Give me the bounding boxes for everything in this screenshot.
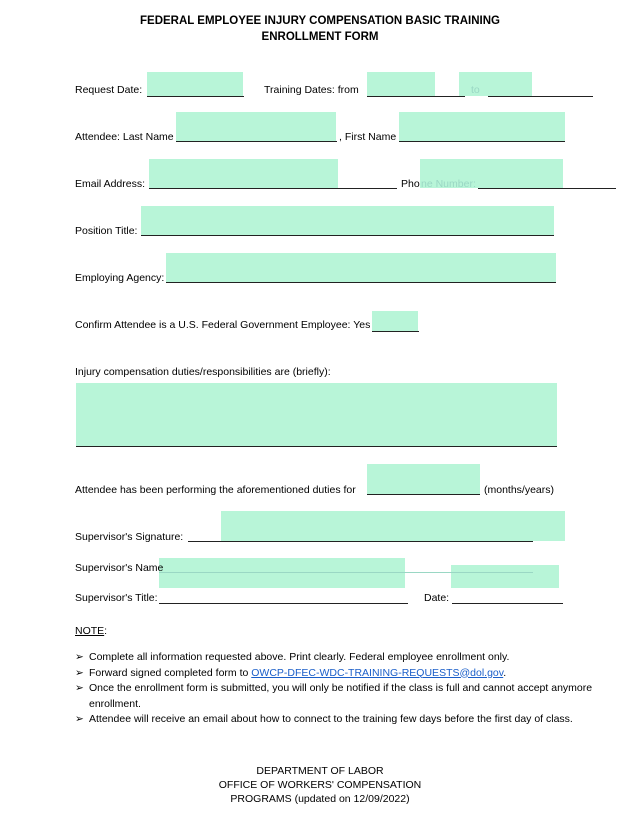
training-to-underline xyxy=(488,96,593,97)
position-title-input[interactable] xyxy=(141,206,554,235)
training-requests-email-link[interactable]: OWCP-DFEC-WDC-TRAINING-REQUESTS@dol.gov xyxy=(251,666,504,679)
duties-label: Injury compensation duties/responsibilities are (briefly): xyxy=(75,366,331,378)
note-item-2: ➢ Forward signed completed form to OWCP-DFEC-WDC-TRAINING-REQUESTS@dol.gov. xyxy=(75,666,595,682)
supervisor-name-extra-input[interactable] xyxy=(451,565,559,588)
training-date-to-input[interactable] xyxy=(459,72,532,96)
request-date-input[interactable] xyxy=(147,72,243,96)
email-label: Email Address: xyxy=(75,178,146,190)
email-underline xyxy=(149,188,397,189)
form-title-line2: ENROLLMENT FORM xyxy=(261,31,379,43)
footer-programs-updated: PROGRAMS (updated on 12/09/2022) xyxy=(230,793,410,805)
phone-label-start: Pho xyxy=(401,178,420,190)
supervisor-name-input[interactable] xyxy=(159,558,405,588)
training-date-from-input[interactable] xyxy=(367,72,435,96)
request-date-label: Request Date: xyxy=(75,84,143,96)
employing-agency-label: Employing Agency: xyxy=(75,272,165,284)
first-name-label: , First Name xyxy=(339,131,397,143)
note-item-1: ➢ Complete all information requested above. Print clearly. Federal employee enrollment only. xyxy=(75,650,595,666)
bullet-arrow-icon: ➢ xyxy=(75,682,84,694)
duration-underline xyxy=(367,494,480,495)
confirm-employee-label: Confirm Attendee is a U.S. Federal Government Employee: Yes xyxy=(75,319,371,331)
first-name-input[interactable] xyxy=(399,112,565,141)
phone-underline xyxy=(478,188,616,189)
duration-input[interactable] xyxy=(367,464,480,494)
supervisor-title-underline xyxy=(159,603,408,604)
duties-textarea[interactable] xyxy=(76,383,557,446)
note-heading: NOTE: xyxy=(75,625,108,637)
email-input[interactable] xyxy=(149,159,338,188)
performing-duties-label: Attendee has been performing the aforementioned duties for xyxy=(75,484,356,496)
supervisor-signature-label: Supervisor's Signature: xyxy=(75,531,184,543)
position-title-underline xyxy=(141,235,554,236)
confirm-yes-input[interactable] xyxy=(372,311,418,331)
last-name-label: Attendee: Last Name xyxy=(75,131,174,143)
bullet-arrow-icon: ➢ xyxy=(75,651,84,663)
first-name-underline xyxy=(399,141,565,142)
request-date-underline xyxy=(147,96,244,97)
employing-agency-input[interactable] xyxy=(166,253,556,282)
supervisor-name-underline xyxy=(159,572,533,573)
supervisor-signature-input[interactable] xyxy=(221,511,565,541)
note-list xyxy=(75,650,595,728)
supervisor-title-label: Supervisor's Title: xyxy=(75,592,158,604)
bullet-arrow-icon: ➢ xyxy=(75,666,84,679)
bullet-arrow-icon: ➢ xyxy=(75,713,84,725)
last-name-input[interactable] xyxy=(176,112,336,141)
footer-department: DEPARTMENT OF LABOR xyxy=(256,765,384,777)
months-years-label: (months/years) xyxy=(484,484,555,496)
supervisor-signature-underline xyxy=(188,541,533,542)
footer-office: OFFICE OF WORKERS' COMPENSATION xyxy=(218,779,422,791)
supervisor-name-label: Supervisor's Name xyxy=(75,562,164,574)
employing-agency-underline xyxy=(166,282,556,283)
date-label: Date: xyxy=(424,592,450,604)
training-dates-label: Training Dates: from xyxy=(264,84,359,96)
date-underline xyxy=(452,603,563,604)
position-title-label: Position Title: xyxy=(75,225,138,237)
to-label: to xyxy=(471,84,480,96)
last-name-underline xyxy=(176,141,337,142)
form-title-line1: FEDERAL EMPLOYEE INJURY COMPENSATION BASIC TRAINING xyxy=(140,15,500,27)
duties-underline xyxy=(76,446,557,447)
confirm-yes-underline xyxy=(372,331,419,332)
note-item-3: ➢ Once the enrollment form is submitted, you will only be notified if the class is full and cannot accept anymore enrollment. xyxy=(75,682,593,710)
note-item-4: ➢ Attendee will receive an email about how to connect to the training few days before the first day of class. xyxy=(75,712,595,728)
training-from-underline xyxy=(367,96,465,97)
phone-label-end: ne Number: xyxy=(421,178,476,190)
